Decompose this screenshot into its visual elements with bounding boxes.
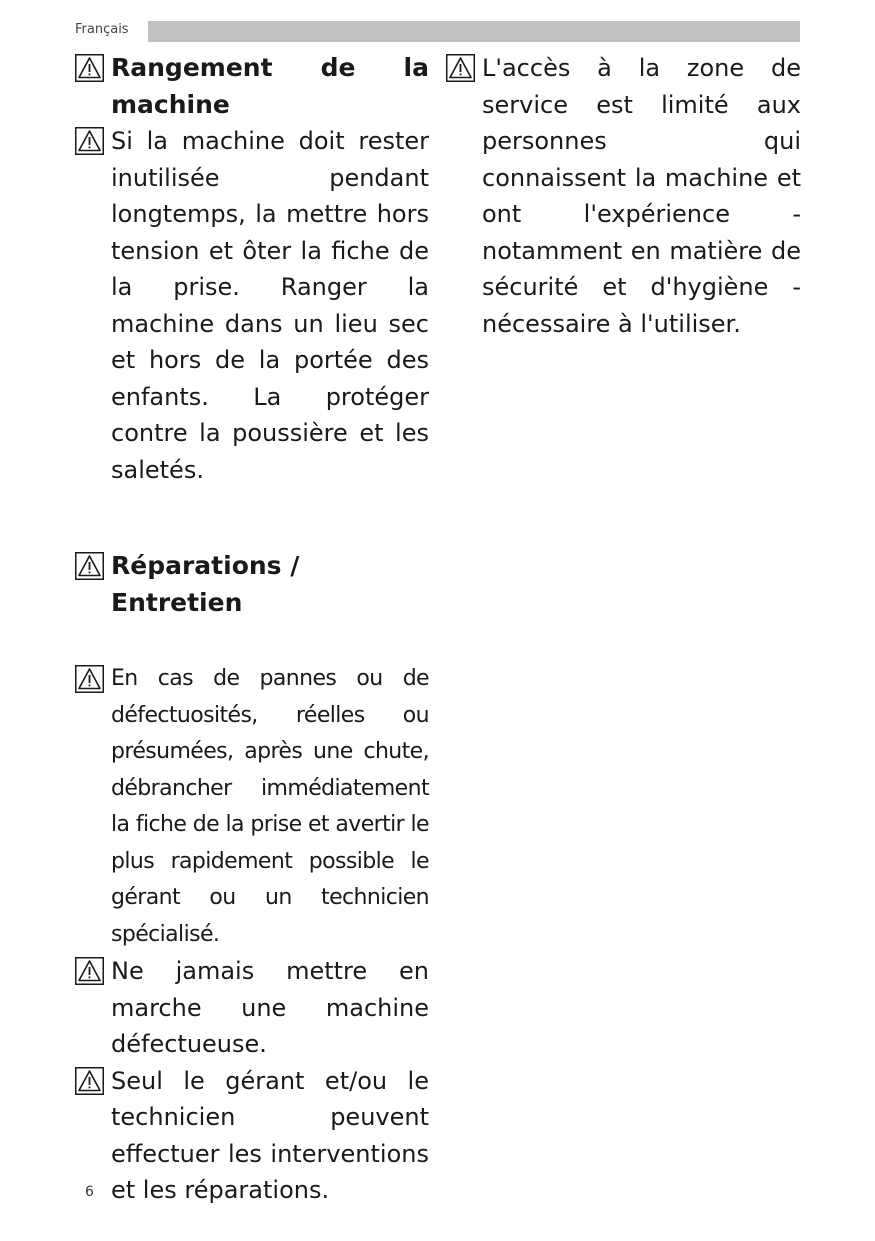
warning-icon bbox=[75, 665, 104, 693]
warning-icon bbox=[75, 1067, 104, 1095]
warning-item-storage bbox=[75, 123, 429, 488]
technician-text: Seul le gérant et/ou le technicien peuvent effectuer les interventions et les réparations. bbox=[111, 1066, 429, 1204]
section-title-line1: Rangement de la bbox=[111, 53, 429, 82]
language-label: Français bbox=[75, 22, 129, 37]
section-title-reparations bbox=[75, 548, 429, 621]
right-column bbox=[446, 50, 801, 342]
header-bar bbox=[148, 21, 800, 42]
warning-icon bbox=[75, 552, 104, 580]
page-number: 6 bbox=[85, 1184, 94, 1200]
section-title-line2: machine bbox=[111, 89, 230, 119]
warning-icon bbox=[446, 54, 475, 82]
warning-icon bbox=[75, 127, 104, 155]
failures-text: En cas de pannes ou de défectuosités, réelles ou présumées, après une chute, débrancher immédiatement la fiche de la prise et avertir le plus rapidement possible le gérant ou un technicien spécialisé. bbox=[111, 666, 429, 947]
warning-item-defective bbox=[75, 953, 429, 1063]
section-title-rangement bbox=[75, 50, 429, 123]
left-column bbox=[75, 50, 429, 1209]
warning-icon bbox=[75, 957, 104, 985]
warning-icon bbox=[75, 54, 104, 82]
service-zone-text: L'accès à la zone de service est limité aux personnes qui connaissent la machine et ont l'expérience - notamment en matière de sécurité et d'hygiène - nécessaire à l'utiliser. bbox=[482, 54, 801, 338]
warning-item-failures bbox=[75, 661, 429, 953]
warning-item-technician bbox=[75, 1063, 429, 1209]
defective-text: Ne jamais mettre en marche une machine défectueuse. bbox=[111, 957, 429, 1058]
storage-text: Si la machine doit rester inutilisée pendant longtemps, la mettre hors tension et ôter la fiche de la prise. Ranger la machine dans un lieu sec et hors de la portée des enfants. La protéger contre la poussière et les saletés. bbox=[111, 127, 429, 484]
section-title-text: Réparations / Entretien bbox=[111, 551, 300, 617]
warning-item-service-zone bbox=[446, 50, 801, 342]
